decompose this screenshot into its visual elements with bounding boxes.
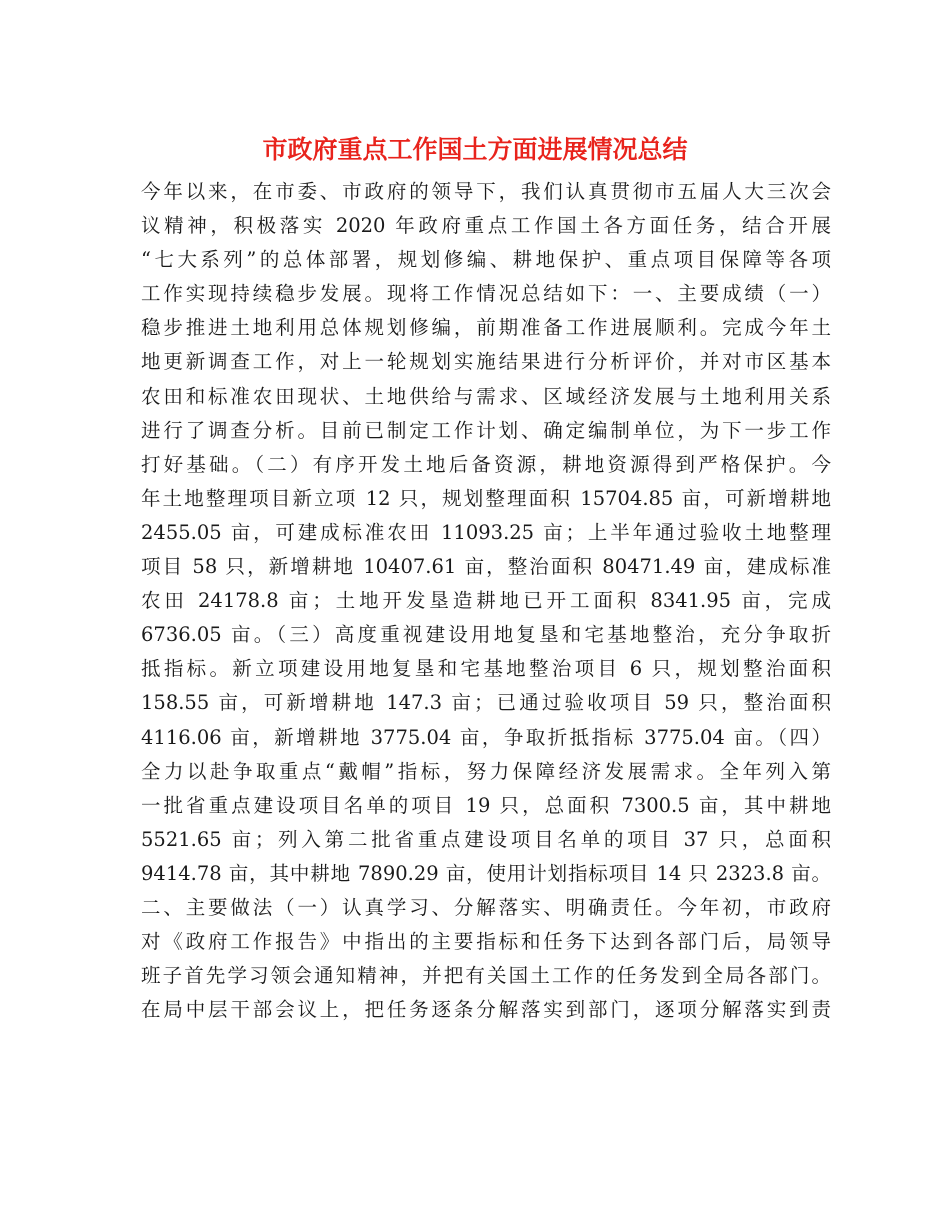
body-line: 对《政府工作报告》中指出的主要指标和任务下达到各部门后，局领导 <box>141 930 831 954</box>
body-line: 农田 24178.8 亩；土地开发垦造耕地已开工面积 8341.95 亩，完成 <box>141 589 831 613</box>
body-line: 工作实现持续稳步发展。现将工作情况总结如下：一、主要成绩（一） <box>141 282 831 306</box>
body-line: 二、主要做法（一）认真学习、分解落实、明确责任。今年初，市政府 <box>141 895 831 919</box>
body-line: 2455.05 亩，可建成标准农田 11093.25 亩；上半年通过验收土地整理 <box>141 520 831 544</box>
body-line: 4116.06 亩，新增耕地 3775.04 亩，争取折抵指标 3775.04 亩。（四） <box>141 725 831 749</box>
body-line: “七大系列”的总体部署，规划修编、耕地保护、重点项目保障等各项 <box>141 248 831 272</box>
body-line: 5521.65 亩；列入第二批省重点建设项目名单的项目 37 只，总面积 <box>141 827 831 851</box>
body-line: 年土地整理项目新立项 12 只，规划整理面积 15704.85 亩，可新增耕地 <box>141 486 831 510</box>
body-line: 6736.05 亩。（三）高度重视建设用地复垦和宅基地整治，充分争取折 <box>141 623 831 647</box>
body-line: 进行了调查分析。目前已制定工作计划、确定编制单位，为下一步工作 <box>141 418 831 442</box>
document-body <box>141 175 831 1027</box>
body-line: 议精神，积极落实 2020 年政府重点工作国土各方面任务，结合开展 <box>141 214 831 238</box>
body-line: 9414.78 亩，其中耕地 7890.29 亩，使用计划指标项目 14 只 2323.8 亩。 <box>141 861 831 885</box>
body-line: 一批省重点建设项目名单的项目 19 只，总面积 7300.5 亩，其中耕地 <box>141 793 831 817</box>
body-line: 抵指标。新立项建设用地复垦和宅基地整治项目 6 只，规划整治面积 <box>141 657 831 681</box>
body-line: 农田和标准农田现状、土地供给与需求、区域经济发展与土地利用关系 <box>141 384 831 408</box>
body-line: 班子首先学习领会通知精神，并把有关国土工作的任务发到全局各部门。 <box>141 964 831 988</box>
body-line: 稳步推进土地利用总体规划修编，前期准备工作进展顺利。完成今年土 <box>141 316 831 340</box>
body-line: 打好基础。（二）有序开发土地后备资源，耕地资源得到严格保护。今 <box>141 452 831 476</box>
body-line: 158.55 亩，可新增耕地 147.3 亩；已通过验收项目 59 只，整治面积 <box>141 691 831 715</box>
body-line: 项目 58 只，新增耕地 10407.61 亩，整治面积 80471.49 亩，建成标准 <box>141 555 831 579</box>
body-line: 全力以赴争取重点“戴帽”指标，努力保障经济发展需求。全年列入第 <box>141 759 831 783</box>
document-title: 市政府重点工作国土方面进展情况总结 <box>262 135 688 164</box>
body-line: 在局中层干部会议上，把任务逐条分解落实到部门，逐项分解落实到责 <box>141 998 831 1022</box>
body-line: 今年以来，在市委、市政府的领导下，我们认真贯彻市五届人大三次会 <box>141 180 831 203</box>
body-line: 地更新调查工作，对上一轮规划实施结果进行分析评价，并对市区基本 <box>141 350 831 374</box>
